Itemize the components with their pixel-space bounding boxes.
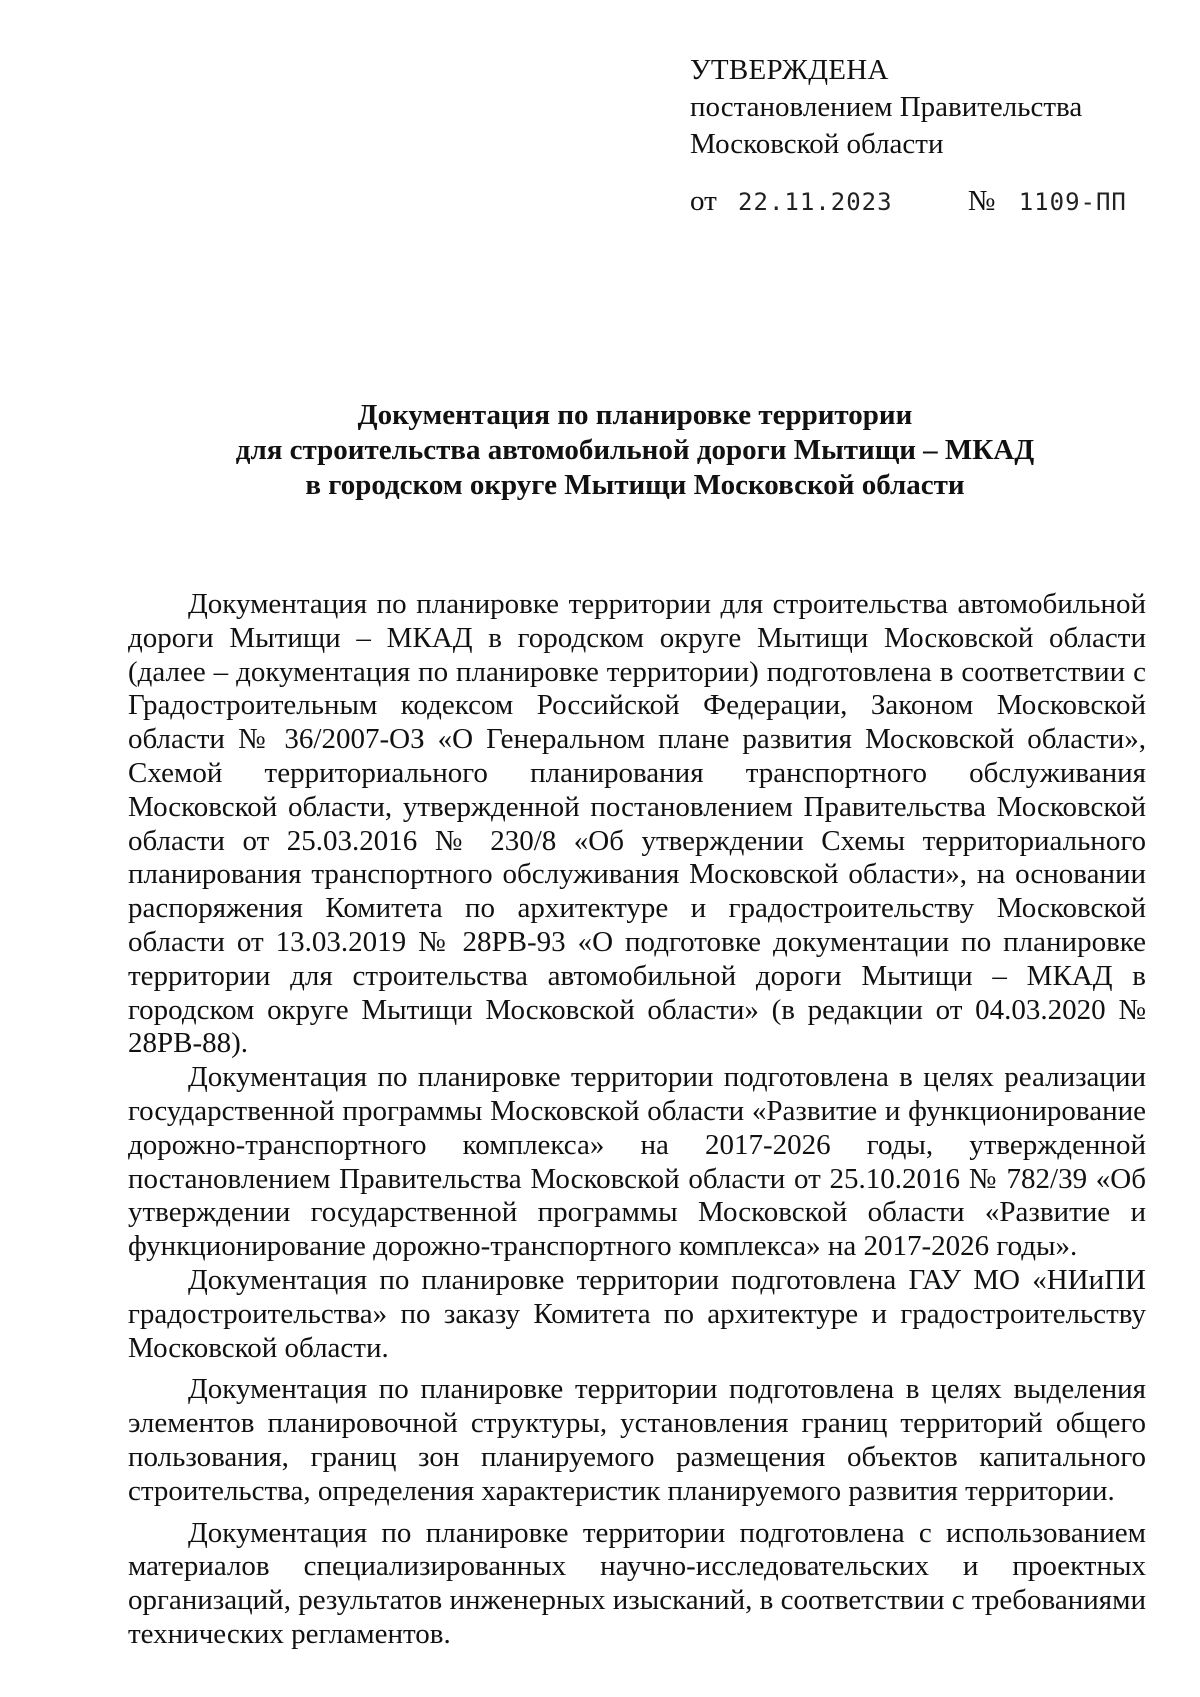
body-paragraph-2: Документация по планировке территории подготовлена в целях реализации государственной программы Московской области «Развитие и функционирование дорожно-транспортного комплекса» на 2017-2026 годы, утвержденной постановлением Правительства Московской области от 25.10.2016 № 782/39 «Об утверждении государственной программы Московской области «Развитие и функционирование дорожно-транспортного комплекса» на 2017-2026 годы». xyxy=(128,1061,1146,1263)
body-paragraph-4: Документация по планировке территории подготовлена в целях выделения элементов планировочной структуры, установления границ территорий общего пользования, границ зон планируемого размещения объектов капитального строительства, определения характеристик планируемого развития территории. xyxy=(128,1373,1146,1507)
body-paragraph-3: Документация по планировке территории подготовлена ГАУ МО «НИиПИ градостроительства» по заказу Комитета по архитектуре и градостроительству Московской области. xyxy=(128,1263,1146,1364)
approval-number-sign: № xyxy=(967,185,996,217)
title-line-3: в городском округе Мытищи Московской области xyxy=(305,469,965,501)
title-line-1: Документация по планировке территории xyxy=(357,399,913,431)
document-title xyxy=(0,398,1200,503)
approval-line-1: постановлением Правительства xyxy=(690,91,1083,123)
approval-number: 1109-ПП xyxy=(1018,188,1127,216)
approval-date: 22.11.2023 xyxy=(738,188,893,216)
approval-date-row xyxy=(690,183,1127,221)
approval-stamp xyxy=(690,52,1127,221)
body-paragraph-1: Документация по планировке территории для строительства автомобильной дороги Мытищи – МКАД в городском округе Мытищи Московской области (далее – документация по планировке территории) подготовлена в соответствии с Градостроительным кодексом Российской Федерации, Законом Московской области № 36/2007-ОЗ «О Генеральном плане развития Московской области», Схемой территориального планирования транспортного обслуживания Московской области, утвержденной постановлением Правительства Московской области от 25.03.2016 № 230/8 «Об утверждении Схемы территориального планирования транспортного обслуживания Московской области», на основании распоряжения Комитета по архитектуре и градостроительству Московской области от 13.03.2019 № 28РВ-93 «О подготовке документации по планировке территории для строительства автомобильной дороги Мытищи – МКАД в городском округе Мытищи Московской области» (в редакции от 04.03.2020 № 28РВ-88). xyxy=(128,588,1146,1060)
approval-line-2: Московской области xyxy=(690,128,944,160)
body-paragraph-5: Документация по планировке территории подготовлена с использованием материалов специализированных научно-исследовательских и проектных организаций, результатов инженерных изысканий, в соответствии с требованиями технических регламентов. xyxy=(128,1516,1146,1650)
approval-heading: УТВЕРЖДЕНА xyxy=(690,54,889,86)
document-body xyxy=(128,588,1146,1652)
title-line-2: для строительства автомобильной дороги Мытищи – МКАД xyxy=(235,434,1035,466)
approval-from-label: от xyxy=(690,185,717,217)
